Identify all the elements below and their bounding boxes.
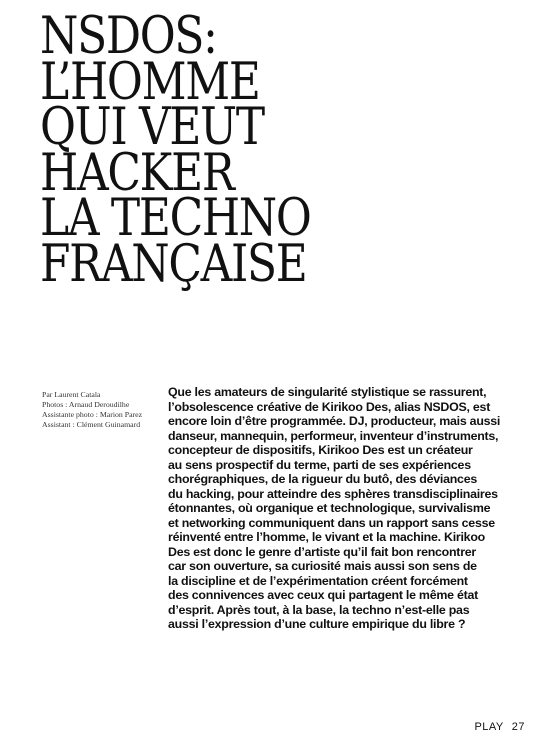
intro-line: étonnantes, où organique et technologique, survivalisme — [168, 501, 491, 515]
intro-line: encore loin d’être programmée. DJ, producteur, mais aussi — [168, 414, 501, 428]
article-headline — [40, 7, 453, 294]
intro-line: la discipline et de l’expérimentation créent forcément — [168, 573, 468, 588]
article-credits — [42, 390, 162, 430]
headline-line: NSDOS: — [40, 7, 217, 66]
intro-line: car son ouverture, sa curiosité mais aussi son sens de — [168, 559, 477, 573]
folio-section: PLAY — [474, 721, 504, 733]
article-intro — [168, 385, 508, 632]
credit-photo-assistant: Assistante photo : Marion Parez — [42, 410, 143, 419]
page-folio — [474, 720, 525, 734]
headline-line: LA TECHNO — [40, 189, 311, 248]
intro-line: aussi l’expression d’une culture empirique du libre ? — [168, 617, 466, 631]
intro-line: chorégraphiques, de la rigueur du butô, des déviances — [168, 472, 477, 486]
headline-line: HACKER — [40, 143, 234, 203]
intro-line: Que les amateurs de singularité stylistique se rassurent, — [168, 385, 487, 399]
headline-line: L’HOMME — [40, 52, 260, 112]
intro-line: du hacking, pour atteindre des sphères transdisciplinaires — [168, 486, 498, 501]
credit-assistant: Assistant : Clément Guinamard — [42, 420, 141, 429]
headline-line: FRANÇAISE — [40, 234, 307, 294]
headline-line: QUI VEUT — [40, 98, 264, 157]
intro-line: et networking communiquent dans un rapport sans cesse — [168, 515, 495, 530]
intro-line: concepteur de dispositifs, Kirikoo Des est un créateur — [168, 443, 473, 457]
intro-line: réinventé entre l’homme, le vivant et la machine. Kirikoo — [168, 530, 485, 544]
intro-line: Des est donc le genre d’artiste qu’il fait bon rencontrer — [168, 544, 476, 559]
intro-line: d’esprit. Après tout, à la base, la techno n’est-elle pas — [168, 602, 470, 617]
page-number: 27 — [511, 721, 525, 733]
intro-line: au sens prospectif du terme, parti de ses expériences — [168, 457, 471, 472]
credit-author: Par Laurent Catala — [42, 390, 101, 399]
credit-photos: Photos : Arnaud Deroudilhe — [42, 400, 130, 409]
intro-line: l’obsolescence créative de Kirikoo Des, alias NSDOS, est — [168, 399, 491, 414]
intro-line: danseur, mannequin, performeur, inventeur d’instruments, — [168, 428, 499, 443]
intro-line: des connivences avec ceux qui partagent le même état — [168, 588, 478, 602]
